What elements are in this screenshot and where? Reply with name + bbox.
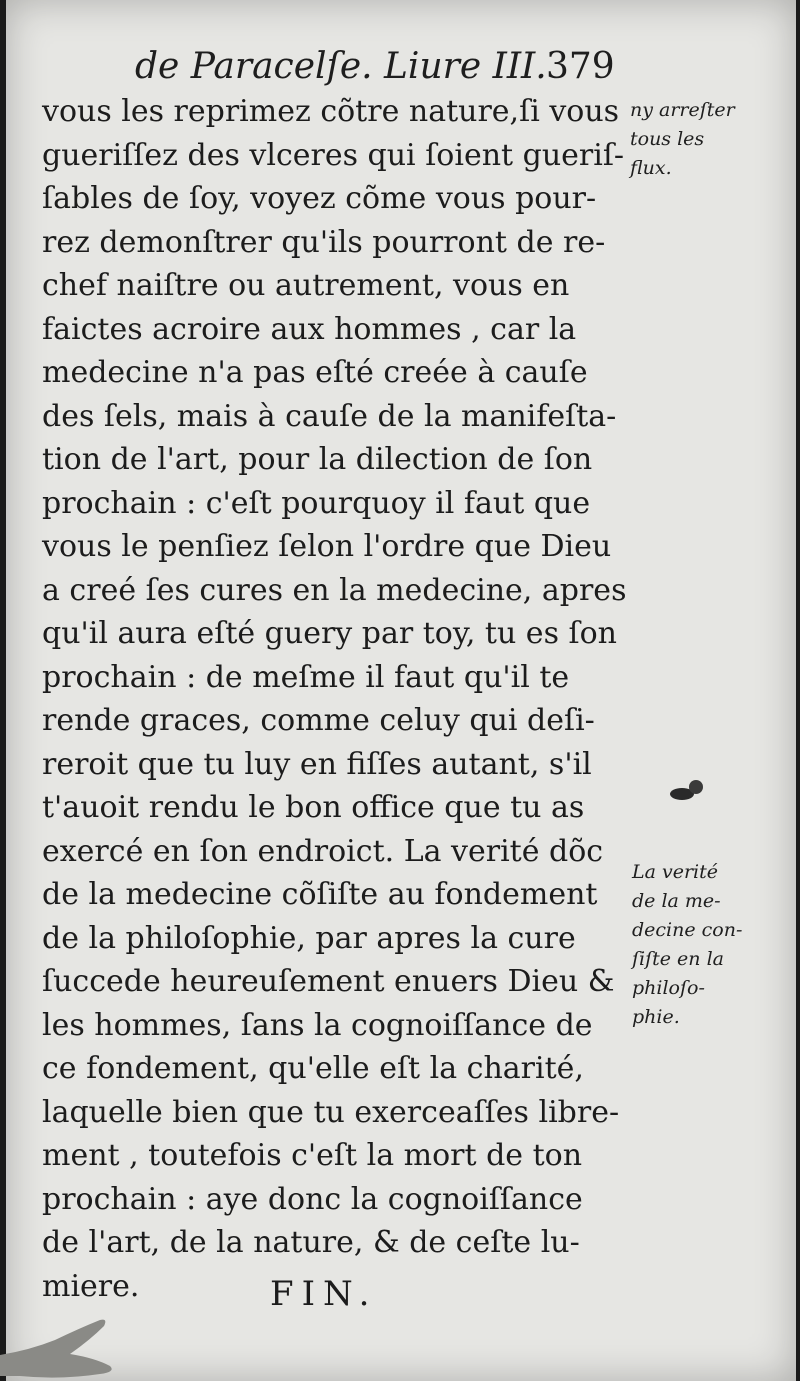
text-line: ſuccede heureuſement enuers Dieu & — [42, 964, 615, 999]
text-line: de la philoſophie, par apres la cure — [42, 920, 576, 956]
marginal-note-line: La verité — [632, 861, 719, 883]
ink-blot — [668, 778, 706, 804]
text-line: chef naiſtre ou autrement, vous en — [42, 268, 570, 303]
page-header — [0, 46, 800, 96]
text-line: tion de l'art, pour la dilection de ſon — [42, 442, 593, 477]
marginal-note-line: flux. — [630, 157, 672, 179]
marginal-note-line: ny arreſter — [630, 99, 735, 121]
text-line: qu'il aura eſté guery par toy, tu es ſon — [42, 616, 617, 651]
body-text — [42, 90, 632, 1308]
text-line: des ſels, mais à cauſe de la manifeſta- — [42, 398, 617, 434]
finger-silhouette — [0, 1310, 120, 1381]
text-line: miere. — [42, 1268, 140, 1304]
text-line: prochain : de meſme il faut qu'il te — [42, 659, 570, 695]
marginal-note-line: phie. — [632, 1006, 680, 1028]
text-line: gueriſſez des vlceres qui ſoient gueriſ- — [42, 137, 625, 173]
marginal-note — [632, 858, 772, 1032]
marginal-note-line: tous les — [630, 128, 705, 150]
text-line: ſables de ſoy, voyez cõme vous pour- — [42, 181, 597, 216]
text-line: faictes acroire aux hommes , car la — [42, 311, 577, 347]
marginal-note-line: de la me- — [632, 890, 721, 912]
text-line: ce fondement, qu'elle eſt la charité, — [42, 1051, 584, 1086]
closing-word: FIN. — [270, 1274, 378, 1314]
marginal-note — [630, 96, 770, 183]
text-line: rez demonſtrer qu'ils pourront de re- — [42, 224, 606, 260]
text-line: exercé en ſon endroict. La verité dõc — [42, 833, 604, 869]
text-line: les hommes, ſans la cognoiſſance de — [42, 1007, 593, 1043]
marginal-note-line: ſiſte en la — [632, 948, 724, 970]
text-line: prochain : aye donc la cognoiſſance — [42, 1181, 583, 1217]
running-title: de Paracelſe. Liure III. — [135, 46, 547, 87]
page-number: 379 — [546, 46, 615, 87]
text-line: prochain : c'eſt pourquoy il faut que — [42, 485, 591, 521]
text-line: medecine n'a pas eſté creée à cauſe — [42, 355, 588, 390]
text-line: de la medecine cõſiſte au fondement — [42, 877, 598, 912]
marginal-note-line: decine con- — [632, 919, 743, 941]
text-line: ment , toutefois c'eſt la mort de ton — [42, 1138, 583, 1173]
text-line: laquelle bien que tu exerceaſſes libre- — [42, 1094, 620, 1130]
text-line: vous le penſiez ſelon l'ordre que Dieu — [42, 529, 612, 564]
marginal-note-line: philoſo- — [632, 977, 705, 999]
text-line: de l'art, de la nature, & de ceſte lu- — [42, 1225, 580, 1260]
text-line: t'auoit rendu le bon office que tu as — [42, 790, 585, 825]
text-line: vous les reprimez cõtre nature,ſi vous — [42, 94, 620, 129]
text-line: reroit que tu luy en fiſſes autant, s'il — [42, 746, 592, 782]
text-line: a creé ſes cures en la medecine, apres — [42, 572, 627, 608]
text-line: rende graces, comme celuy qui deſi- — [42, 703, 595, 738]
